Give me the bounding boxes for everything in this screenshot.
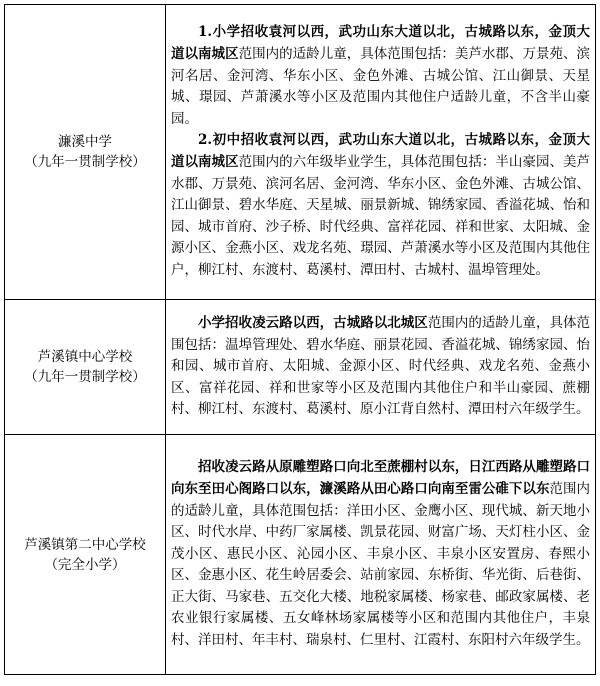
school-name: 芦溪镇第二中心学校 [24, 536, 146, 553]
school-cell [5, 435, 166, 675]
table-row [5, 435, 596, 675]
school-cell [5, 5, 166, 300]
table-row [5, 5, 596, 300]
zone-paragraph [171, 457, 590, 651]
school-type-note: （完全小学） [44, 556, 126, 573]
zone-boundary-text: 招收凌云路从原雕塑路口向北至蔗棚村以东，日江西路从雕塑路口向东至田心阁路口以东，濂溪路从田心路口向南至雷公碓下以东 [171, 459, 590, 497]
zone-paragraph [171, 22, 590, 130]
zone-scope-text: 范围内的适龄儿童，具体范围包括：洋田小区、金鹰小区、现代城、新天地小区、时代水岸、中药厂家属楼、凯景花园、财富广场、天灯柱小区、金茂小区、惠民小区、沁园小区、丰泉小区、丰泉小区安置房、春熙小区、金惠小区、花生岭居委会、站前家园、东桥街、华光街、后巷街、正大街、马家巷、五交化大楼、地税家属楼、杨家巷、邮政家属楼、老农业银行家属楼、五女峰林场家属楼等小区和范围内其他住户，丰泉村、洋田村、年丰村、瑞泉村、仁里村、江霞村、东阳村六年级学生。 [171, 480, 591, 649]
school-name: 濂溪中学 [58, 134, 112, 150]
school-type-note: （九年一贯制学校） [24, 369, 146, 385]
zone-description-cell [166, 5, 596, 300]
zone-description-cell [166, 300, 596, 435]
zone-description-cell [166, 435, 596, 675]
school-name: 芦溪镇中心学校 [37, 349, 133, 365]
zone-boundary-text: 2.初中招收袁河以西，武功山东大道以北，古城路以东，金顶大道以南城区 [171, 132, 590, 170]
zone-boundary-text: 1.小学招收袁河以西，武功山东大道以北，古城路以东，金顶大道以南城区 [171, 24, 590, 63]
zone-scope-text: 范围内的适龄儿童，具体范围包括：温埠管理处、碧水华庭、丽景花园、香溢花城、锦绣家园、怡和园、城市首府、太阳城、金源小区、时代经典、戏龙名苑、金燕小区、富祥花园、祥和世家等小区及范围内其他住户和半山豪园、蔗棚村、柳江村、东渡村、葛溪村、原小江背自然村、潭田村六年级学生。 [171, 315, 591, 418]
zone-scope-text: 范围内的六年级毕业学生，具体范围包括：半山豪园、美芦水郡、万景苑、滨河名居、金河湾、华东小区、金色外滩、古城公馆、江山御景、碧水华庭、天星城、丽景新城、锦绣家园、香溢花城、怡和园、城市首府、沙子桥、时代经典、富祥花园、祥和世家、太阳城、金源小区、金燕小区、戏龙名苑、璟园、芦萧溪水等小区及范围内其他住户，柳江村、东渡村、葛溪村、潭田村、古城村、温埠管理处。 [171, 154, 591, 278]
enrollment-zone-table [4, 4, 596, 675]
school-cell [5, 300, 166, 435]
zone-boundary-text: 小学招收凌云路以西，古城路以北城区 [198, 315, 428, 332]
school-type-note: （九年一贯制学校） [24, 154, 146, 170]
zone-paragraph [171, 313, 590, 421]
zone-scope-text: 范围内的适龄儿童，具体范围包括：美芦水郡、万景苑、滨河名居、金河湾、华东小区、金色外滩、古城公馆、江山御景、天星城、璟园、芦萧溪水等小区及范围内其他住户适龄儿童，不含半山豪园。 [171, 46, 591, 127]
zone-paragraph [171, 130, 590, 281]
table-row [5, 300, 596, 435]
